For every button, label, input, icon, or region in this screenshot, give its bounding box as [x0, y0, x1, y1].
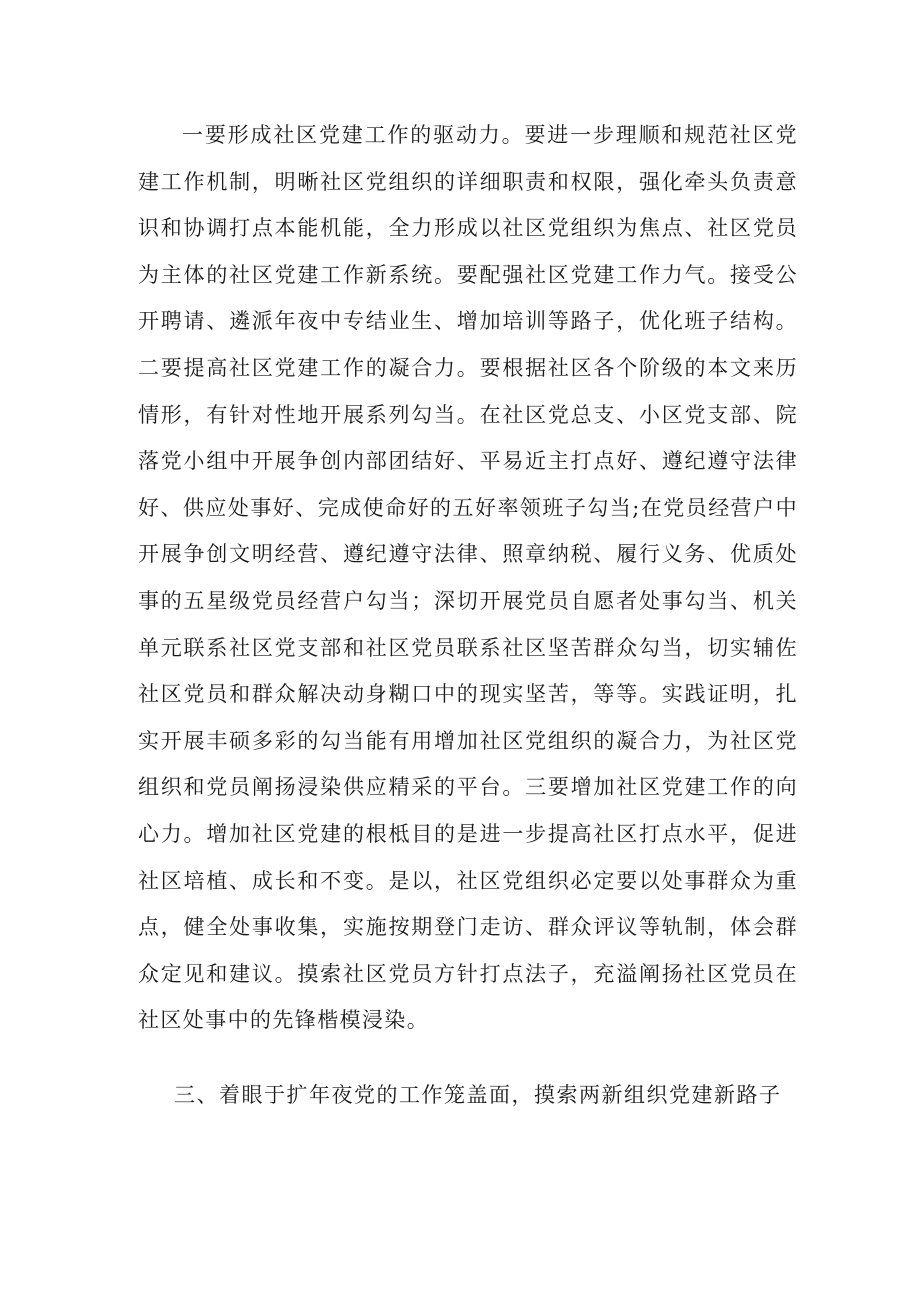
section-heading: 三、着眼于扩年夜党的工作笼盖面，摸索两新组织党建新路子 — [174, 1083, 782, 1107]
body-paragraph: 一要形成社区党建工作的驱动力。要进一步理顺和规范社区党建工作机制，明晰社区党组织的详细职责和权限，强化牵头负责意识和协调打点本能机能，全力形成以社区党组织为焦点、社区党员为主体的社区党建工作新系统。要配强社区党建工作力气。接受公开聘请、遴派年夜中专结业生、增加培训等路子，优化班子结构。二要提高社区党建工作的凝合力。要根据社区各个阶级的本文来历情形，有针对性地开展系列勾当。在社区党总支、小区党支部、院落党小组中开展争创内部团结好、平易近主打点好、遵纪遵守法律好、供应处事好、完成使命好的五好率领班子勾当;在党员经营户中开展争创文明经营、遵纪遵守法律、照章纳税、履行义务、优质处事的五星级党员经营户勾当；深切开展党员自愿者处事勾当、机关单元联系社区党支部和社区党员联系社区坚苦群众勾当，切实辅佐社区党员和群众解决动身糊口中的现实坚苦，等等。实践证明，扎实开展丰硕多彩的勾当能有用增加社区党组织的凝合力，为社区党组织和党员阐扬浸染供应精采的平台。三要增加社区党建工作的向心力。增加社区党建的根柢目的是进一步提高社区打点水平，促进社区培植、成长和不变。是以，社区党组织必定要以处事群众为重点，健全处事收集，实施按期登门走访、群众评议等轨制，体会群众定见和建议。摸索社区党员方针打点法子，充溢阐扬社区党员在社区处事中的先锋楷模浸染。 — [138, 123, 798, 1033]
